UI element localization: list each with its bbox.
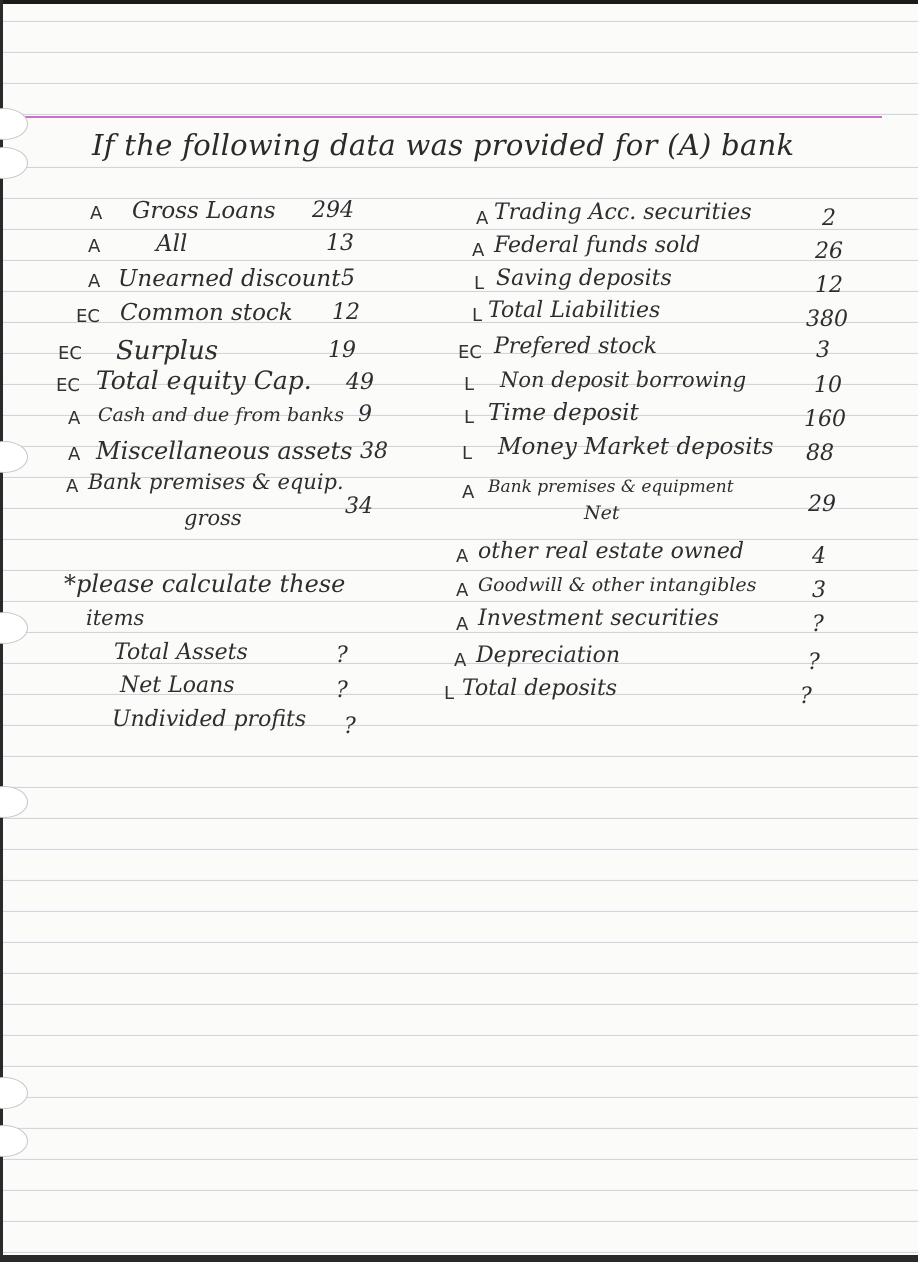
item-label-line2: gross: [184, 506, 242, 530]
item-value: 19: [328, 338, 356, 363]
item-label: Total deposits: [462, 676, 618, 701]
item-label: Investment securities: [478, 606, 719, 631]
item-label: Money Market deposits: [498, 434, 774, 460]
item-value: 49: [346, 370, 374, 395]
item-value: 3: [812, 578, 826, 603]
calc-item-value: ?: [344, 714, 356, 739]
item-value: 26: [815, 239, 843, 264]
category-code: EC: [56, 375, 80, 396]
calc-heading: *please calculate these: [64, 570, 346, 598]
category-code: L: [464, 374, 475, 395]
category-code: A: [88, 236, 101, 257]
item-label: Non deposit borrowing: [500, 368, 747, 392]
item-label-line2: Net: [584, 502, 620, 524]
page-edge-bottom: [0, 1255, 918, 1262]
calc-item-value: ?: [336, 643, 348, 668]
category-code: EC: [76, 306, 100, 327]
item-value: 12: [332, 300, 360, 325]
item-value: ?: [808, 650, 820, 675]
item-value: 294: [312, 198, 354, 223]
category-code: L: [472, 305, 483, 326]
category-code: A: [66, 476, 79, 497]
item-value: 38: [360, 439, 388, 464]
item-value: ?: [800, 684, 812, 709]
calc-item-label: Total Assets: [114, 640, 248, 665]
category-code: A: [456, 614, 469, 635]
margin-line: [0, 116, 882, 118]
item-label: Bank premises & equip.: [88, 470, 344, 494]
item-value: 13: [326, 231, 354, 256]
calc-item-value: ?: [336, 678, 348, 703]
calc-item-label: Net Loans: [120, 673, 235, 698]
item-value: 9: [358, 402, 372, 427]
calc-item-label: Undivided profits: [112, 707, 307, 732]
item-label: Total equity Cap.: [96, 366, 312, 395]
item-value: 2: [822, 206, 836, 231]
item-label: Surplus: [116, 336, 219, 366]
item-label: Federal funds sold: [494, 233, 701, 258]
category-code: EC: [458, 342, 482, 363]
category-code: L: [474, 273, 485, 294]
category-code: L: [462, 443, 473, 464]
item-value: 12: [815, 273, 843, 298]
item-value: 10: [814, 373, 842, 398]
category-code: A: [88, 271, 101, 292]
item-label: Time deposit: [488, 400, 639, 426]
item-value: 88: [806, 441, 834, 466]
item-label: Saving deposits: [496, 266, 672, 291]
item-value: 29: [808, 492, 836, 517]
item-label: Miscellaneous assets: [96, 437, 353, 465]
item-value: 160: [804, 407, 846, 432]
category-code: A: [472, 240, 485, 261]
category-code: EC: [58, 343, 82, 364]
item-value: 34: [345, 494, 373, 519]
item-label: Cash and due from banks: [98, 404, 344, 426]
item-label: Bank premises & equipment: [488, 477, 734, 497]
category-code: A: [476, 208, 489, 229]
item-value: 380: [806, 307, 848, 332]
category-code: A: [90, 203, 103, 224]
item-label: Unearned discount: [118, 266, 341, 292]
item-label: Trading Acc. securities: [494, 200, 752, 225]
item-value: ?: [812, 612, 824, 637]
category-code: L: [444, 683, 455, 704]
category-code: L: [464, 407, 475, 428]
page-title: If the following data was provided for (A) bank: [92, 128, 795, 162]
item-value: 5: [341, 266, 355, 291]
category-code: A: [68, 444, 81, 465]
item-label: Common stock: [120, 300, 293, 326]
category-code: A: [68, 408, 81, 429]
item-label: All: [156, 231, 188, 257]
item-label: Total Liabilities: [488, 298, 661, 323]
item-label: Goodwill & other intangibles: [478, 574, 757, 596]
item-value: 3: [816, 338, 830, 363]
item-value: 4: [812, 544, 826, 569]
category-code: A: [456, 580, 469, 601]
calc-heading-line2: items: [86, 606, 145, 630]
item-label: Depreciation: [476, 643, 621, 668]
category-code: A: [456, 546, 469, 567]
category-code: A: [462, 482, 475, 503]
item-label: other real estate owned: [478, 539, 744, 564]
item-label: Gross Loans: [132, 198, 276, 224]
item-label: Prefered stock: [494, 334, 658, 359]
page-edge-top: [0, 0, 918, 4]
category-code: A: [454, 650, 467, 671]
